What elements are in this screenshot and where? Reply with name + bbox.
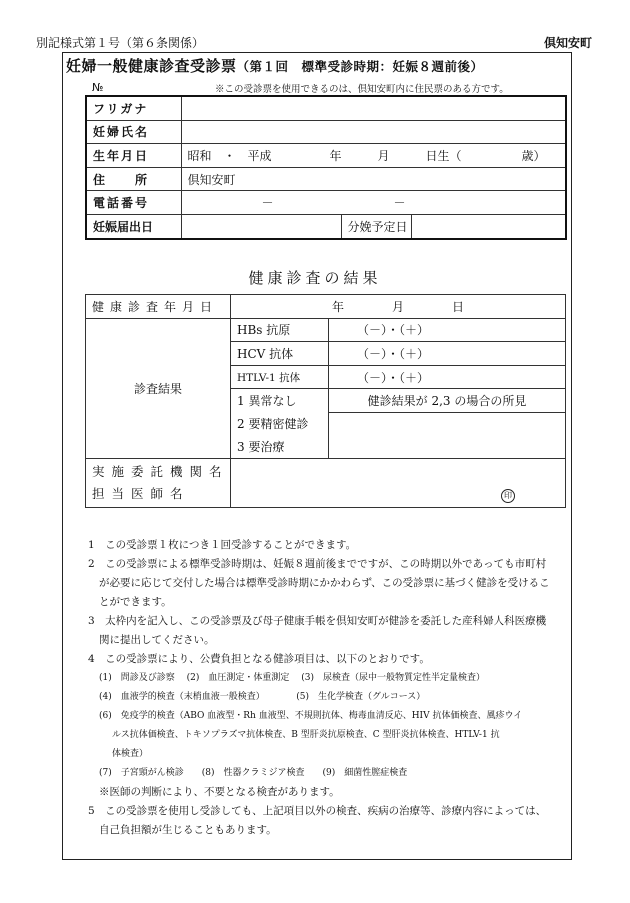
- test-value[interactable]: （－）・（＋）: [329, 342, 566, 366]
- pregnancy-report-label: 妊娠届出日: [86, 214, 181, 238]
- personal-info-table: [85, 95, 567, 240]
- birthdate-field[interactable]: [181, 144, 566, 168]
- note-line: が必要に応じて交付した場合は標準受診時期にかかわらず、この受診票に基づく健診を受けるこ: [99, 577, 550, 589]
- note-item: ルス抗体価検査、トキソプラズマ抗体検査、B 型肝炎抗原検査、C 型肝炎抗体検査、HTLV-1 抗: [112, 730, 500, 740]
- section-title: 健康診査の結果: [248, 269, 382, 287]
- birthdate-row: [86, 144, 566, 168]
- birthdate-era: 昭和 ・ 平成: [187, 148, 272, 163]
- findings-label: 健診結果が 2,3 の場合の所見: [329, 389, 566, 413]
- note-line: 3 太枠内を記入し、この受診票及び母子健康手帳を倶知安町が健診を委託した産科婦人科医療機: [88, 615, 547, 627]
- outcome-option[interactable]: 1 異常なし: [231, 389, 329, 413]
- institution-field[interactable]: [231, 458, 566, 507]
- outcome-option[interactable]: 3 要治療: [231, 435, 329, 458]
- due-date-label: 分娩予定日: [341, 214, 411, 238]
- address-label: 住 所: [86, 167, 181, 191]
- result-label: 診査結果: [86, 318, 231, 458]
- note-line: 4 この受診票により、公費負担となる健診項目は、以下のとおりです。: [88, 653, 430, 665]
- test-name: HTLV-1 抗体: [231, 365, 329, 389]
- findings-field[interactable]: [329, 412, 566, 458]
- exam-date-row: [86, 295, 566, 319]
- address-row: [86, 167, 566, 191]
- outcome-option[interactable]: 2 要精密健診: [231, 412, 329, 435]
- furigana-label: フリガナ: [86, 96, 181, 120]
- note-line: 2 この受診票による標準受診時期は、妊娠８週前後までですが、この時期以外であっても市町村: [88, 558, 547, 570]
- title-sub: （第１回 標準受診時期：妊娠８週前後）: [236, 59, 484, 74]
- test-name: HBs 抗原: [231, 318, 329, 342]
- note-line: とができます。: [99, 596, 172, 608]
- eligibility-notice: ※この受診票を使用できるのは、倶知安町内に住民票のある方です。: [215, 84, 509, 95]
- note-line: 5 この受診票を使用し受診しても、上記項目以外の検査、疾病の治療等、診療内容によっては、: [88, 805, 547, 817]
- note-line: 自己負担額が生じることもあります。: [99, 824, 277, 836]
- birthdate-units: 年 月 日生（ 歳）: [329, 148, 546, 163]
- institution-labels: [86, 458, 231, 507]
- exam-date-field[interactable]: 年 月 日: [231, 295, 566, 319]
- test-row: [86, 318, 566, 342]
- note-item: 体検査）: [112, 749, 149, 759]
- test-value[interactable]: （－）・（＋）: [329, 318, 566, 342]
- dates-row: [86, 214, 566, 238]
- note-item: (7) 子宮頸がん検診 (8) 性器クラミジア検査 (9) 細菌性膣症検査: [99, 768, 408, 778]
- pregnancy-report-field[interactable]: [181, 214, 341, 238]
- address-field[interactable]: 倶知安町: [181, 167, 566, 191]
- doctor-label: 担当医師名: [92, 485, 190, 501]
- furigana-row: [86, 96, 566, 120]
- phone-label: 電話番号: [86, 191, 181, 215]
- institution-label: 実施委託機関名: [92, 463, 229, 479]
- phone-field[interactable]: － －: [181, 191, 566, 215]
- result-table: [85, 294, 566, 508]
- town-name: 倶知安町: [543, 36, 592, 50]
- title-main: 妊婦一般健康診査受診票: [66, 57, 237, 75]
- number-label: №: [92, 81, 104, 94]
- phone-row: [86, 191, 566, 215]
- note-item: (1) 問診及び診察 (2) 血圧測定・体重測定 (3) 尿検査（尿中一般物質定性半定量検査）: [99, 673, 485, 683]
- form-title: [66, 55, 484, 76]
- name-label: 妊婦氏名: [86, 120, 181, 144]
- note-item: (4) 血液学的検査（末梢血液一般検査） (5) 生化学検査（グルコース）: [99, 692, 426, 702]
- seal-mark: 印: [501, 489, 515, 503]
- notes: [88, 536, 573, 840]
- institution-row: [86, 458, 566, 507]
- note-line: 関に提出してください。: [99, 634, 215, 646]
- test-value[interactable]: （－）・（＋）: [329, 365, 566, 389]
- exam-date-label: 健康診査年月日: [86, 295, 231, 319]
- name-row: [86, 120, 566, 144]
- test-name: HCV 抗体: [231, 342, 329, 366]
- form-reference: 別記様式第１号（第６条関係）: [36, 36, 205, 50]
- birthdate-label: 生年月日: [86, 144, 181, 168]
- note-line: 1 この受診票１枚につき１回受診することができます。: [88, 539, 357, 551]
- note-item: (6) 免疫学的検査（ABO 血液型・Rh 血液型、不規則抗体、梅毒血清反応、HIV 抗体価検査、風疹ウイ: [99, 711, 523, 721]
- due-date-field[interactable]: [411, 214, 566, 238]
- name-field[interactable]: [181, 120, 566, 144]
- note-line: ※医師の判断により、不要となる検査があります。: [99, 786, 340, 798]
- furigana-field[interactable]: [181, 96, 566, 120]
